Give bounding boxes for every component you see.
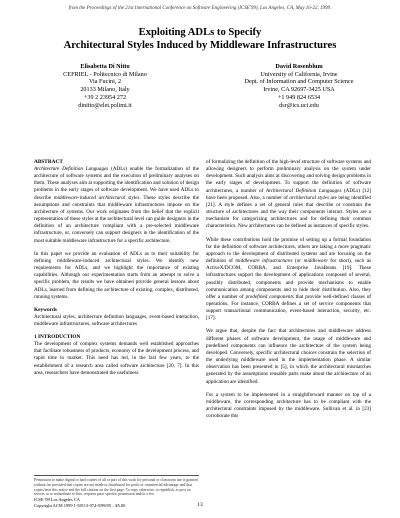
author-city: 20133 Milano, Italy <box>80 86 130 94</box>
emphasis: Architectural Definition Languages <box>265 187 342 194</box>
left-column <box>34 159 199 383</box>
abstract-paragraph-1 <box>34 166 199 245</box>
text-run: of formalizing the definition of the high-level structure of software systems and allowing designers to perform preliminary analysis on the system under development. Such analysis aims at discovering and solving design problems in the early stages of development. To support the definition of software architectures, a number of <box>206 159 371 194</box>
body-paragraph-2 <box>206 237 371 323</box>
author-address: Via Fucini, 2 <box>88 78 122 86</box>
emphasis: middleware <box>303 258 328 265</box>
acm-copyright-line: Copyright ACM 1999 1-58113-074-0/99/05 ...$5.00 <box>34 502 126 508</box>
emphasis: middleware-induced architectural styles <box>53 194 140 201</box>
body-paragraph-4: For a system to be implemented in a straightforward manner on top of a middleware, the corresponding architecture has to be compliant with the architectural constraints imposed by the middleware. Sullivan et al. in [23] corroborate this <box>206 391 371 420</box>
footnote-rule <box>34 475 199 476</box>
author-name: David Rosenblum <box>275 63 323 70</box>
text-run: are being identified [21]. A style defines a set of general rules that describe or constrain the structure of architectures and the way their components interact. Styles are a mechanism for categorizing architectures and for defining their common characteristics. New architectures can be defined as instances of specific styles. <box>206 194 371 230</box>
venue-line: ICSE '99 Los Angeles CA <box>34 497 80 503</box>
title-line-2: Architectural Styles Induced by Middleware Infrastructures <box>63 40 337 51</box>
page-number: 13 <box>197 502 203 508</box>
text-run: (or <box>292 258 304 265</box>
emphasis: middleware infrastructures <box>235 258 293 265</box>
author-phone: +39 2 23954 272 <box>83 93 127 101</box>
keywords-heading: Keywords <box>34 306 57 313</box>
author-city: Irvine, CA 92697-3425 USA <box>263 86 335 94</box>
author-phone: +1 949 824 6534 <box>277 93 321 101</box>
text-run: for short), such as ActiveX/DCOM, CORBA, and Enterprise JavaBeans [19]. These infrastructures support the development of applications composed of several, possibly distributed, components and provide mechanisms to enable communication among components and to hide their distribution. Also, they offer a number of <box>206 258 371 300</box>
author-affiliation: CEFRIEL - Politecnico di Milano <box>63 70 147 78</box>
emphasis: Architecture Definition Languages <box>34 166 109 172</box>
text-run: . These styles describe the assumptions and constraints that middleware infrastructures impose on the architecture of systems. Our work originates from the belief that the explicit representation of these styles at the architectural level can guide designers in the definition of an architecture compliant with a pre-selected middleware infrastructure, or, conversely can support designers in the identification of the most suitable middleware infrastructure for a specific architecture. <box>34 194 200 244</box>
permission-text: Permission to make digital or hard copies of all or part of this work for personal or classroom use is granted without fee provided that copies are not made or distributed for profit or commercial advantage and that copies bear this notice and the full citation on the first page. To copy otherwise, to republish, to post on servers or to redistribute to lists, requires prior specific permission and/or a fee. <box>34 478 198 497</box>
author-affiliation: University of California, Irvine <box>260 70 338 78</box>
text-run: (ADLs) [12] have been proposed. Also, a number of <box>206 187 372 201</box>
proceedings-header: from the Proceedings of the 21st International Conference on Software Engineering (ICSE'99), Los Angeles, CA, May 16-22, 1999. <box>68 6 332 11</box>
author-email: dsr@ics.uci.edu <box>279 101 319 109</box>
body-paragraph-1 <box>206 159 371 231</box>
introduction-heading: 1 INTRODUCTION <box>34 334 81 341</box>
author-block-1 <box>40 63 170 109</box>
paper-title <box>20 26 380 52</box>
body-paragraph-3: We argue that, despite the fact that architectures and middleware address different phases of software development, the usage of middleware and predefined components can influence the architecture of the system being developed. Conversely, specific architectural choices constrain the selection of the underlying middleware used in the implementation phase. A similar observation has been presented in [5], in which the architectural mismatches generated by the assumptions reusable parts make about the architecture of an application are identified. <box>206 328 371 385</box>
keywords-text: Architectural styles, architecture definition languages, event-based interaction, middleware infrastructures, software architectures <box>34 313 199 327</box>
author-name: Elisabetta Di Nitto <box>80 63 130 70</box>
author-department: Dept. of Information and Computer Science <box>244 78 354 86</box>
right-column <box>206 159 371 426</box>
text-run: While these contributions hold the promise of setting up a formal foundation for the definition of software architectures, others are taking a more pragmatic approach to the development of distributed systems and are focusing on the definition of <box>206 236 371 265</box>
text-run: (ADLs) enable the formalization of the architecture of software systems and the execution of preliminary analyses on them. These analyses aim at supporting the identification and solution of design problems in the early stages of software development. We have used ADLs to describe <box>34 166 199 201</box>
author-email: dinitto@elet.polimi.it <box>78 101 132 109</box>
abstract-heading: ABSTRACT <box>34 159 63 165</box>
author-block-2 <box>222 63 376 109</box>
introduction-paragraph-1: The development of complex systems demands well established approaches that facilitate robustness of products, economy of the development process, and rapid time to market. This need has led, in the last few years, to the establishment of a research area called software architecture [20, 7]. In this area, researchers have demonstrated the usefulness <box>34 341 199 376</box>
title-line-1: Exploiting ADLs to Specify <box>138 27 262 38</box>
text-run: that provide well-defined classes of operations. For instance, CORBA defines a set of service components that support transactional communication, event-based interaction, security, etc. [17]. <box>206 293 371 322</box>
emphasis: architectural styles <box>289 194 329 201</box>
abstract-paragraph-2: In this paper we provide an evaluation of ADLs as to their suitability for defining middleware-induced architectural styles. We identify new requirements for ADLs, and we highlight the importance of existing capabilities. Although our experimentation starts from an attempt to solve a specific problem, the results we have obtained provide general lessons about ADLs, learned from defining the architecture of existing, complex, distributed, running systems. <box>34 250 199 300</box>
emphasis: predefined components <box>245 293 294 300</box>
